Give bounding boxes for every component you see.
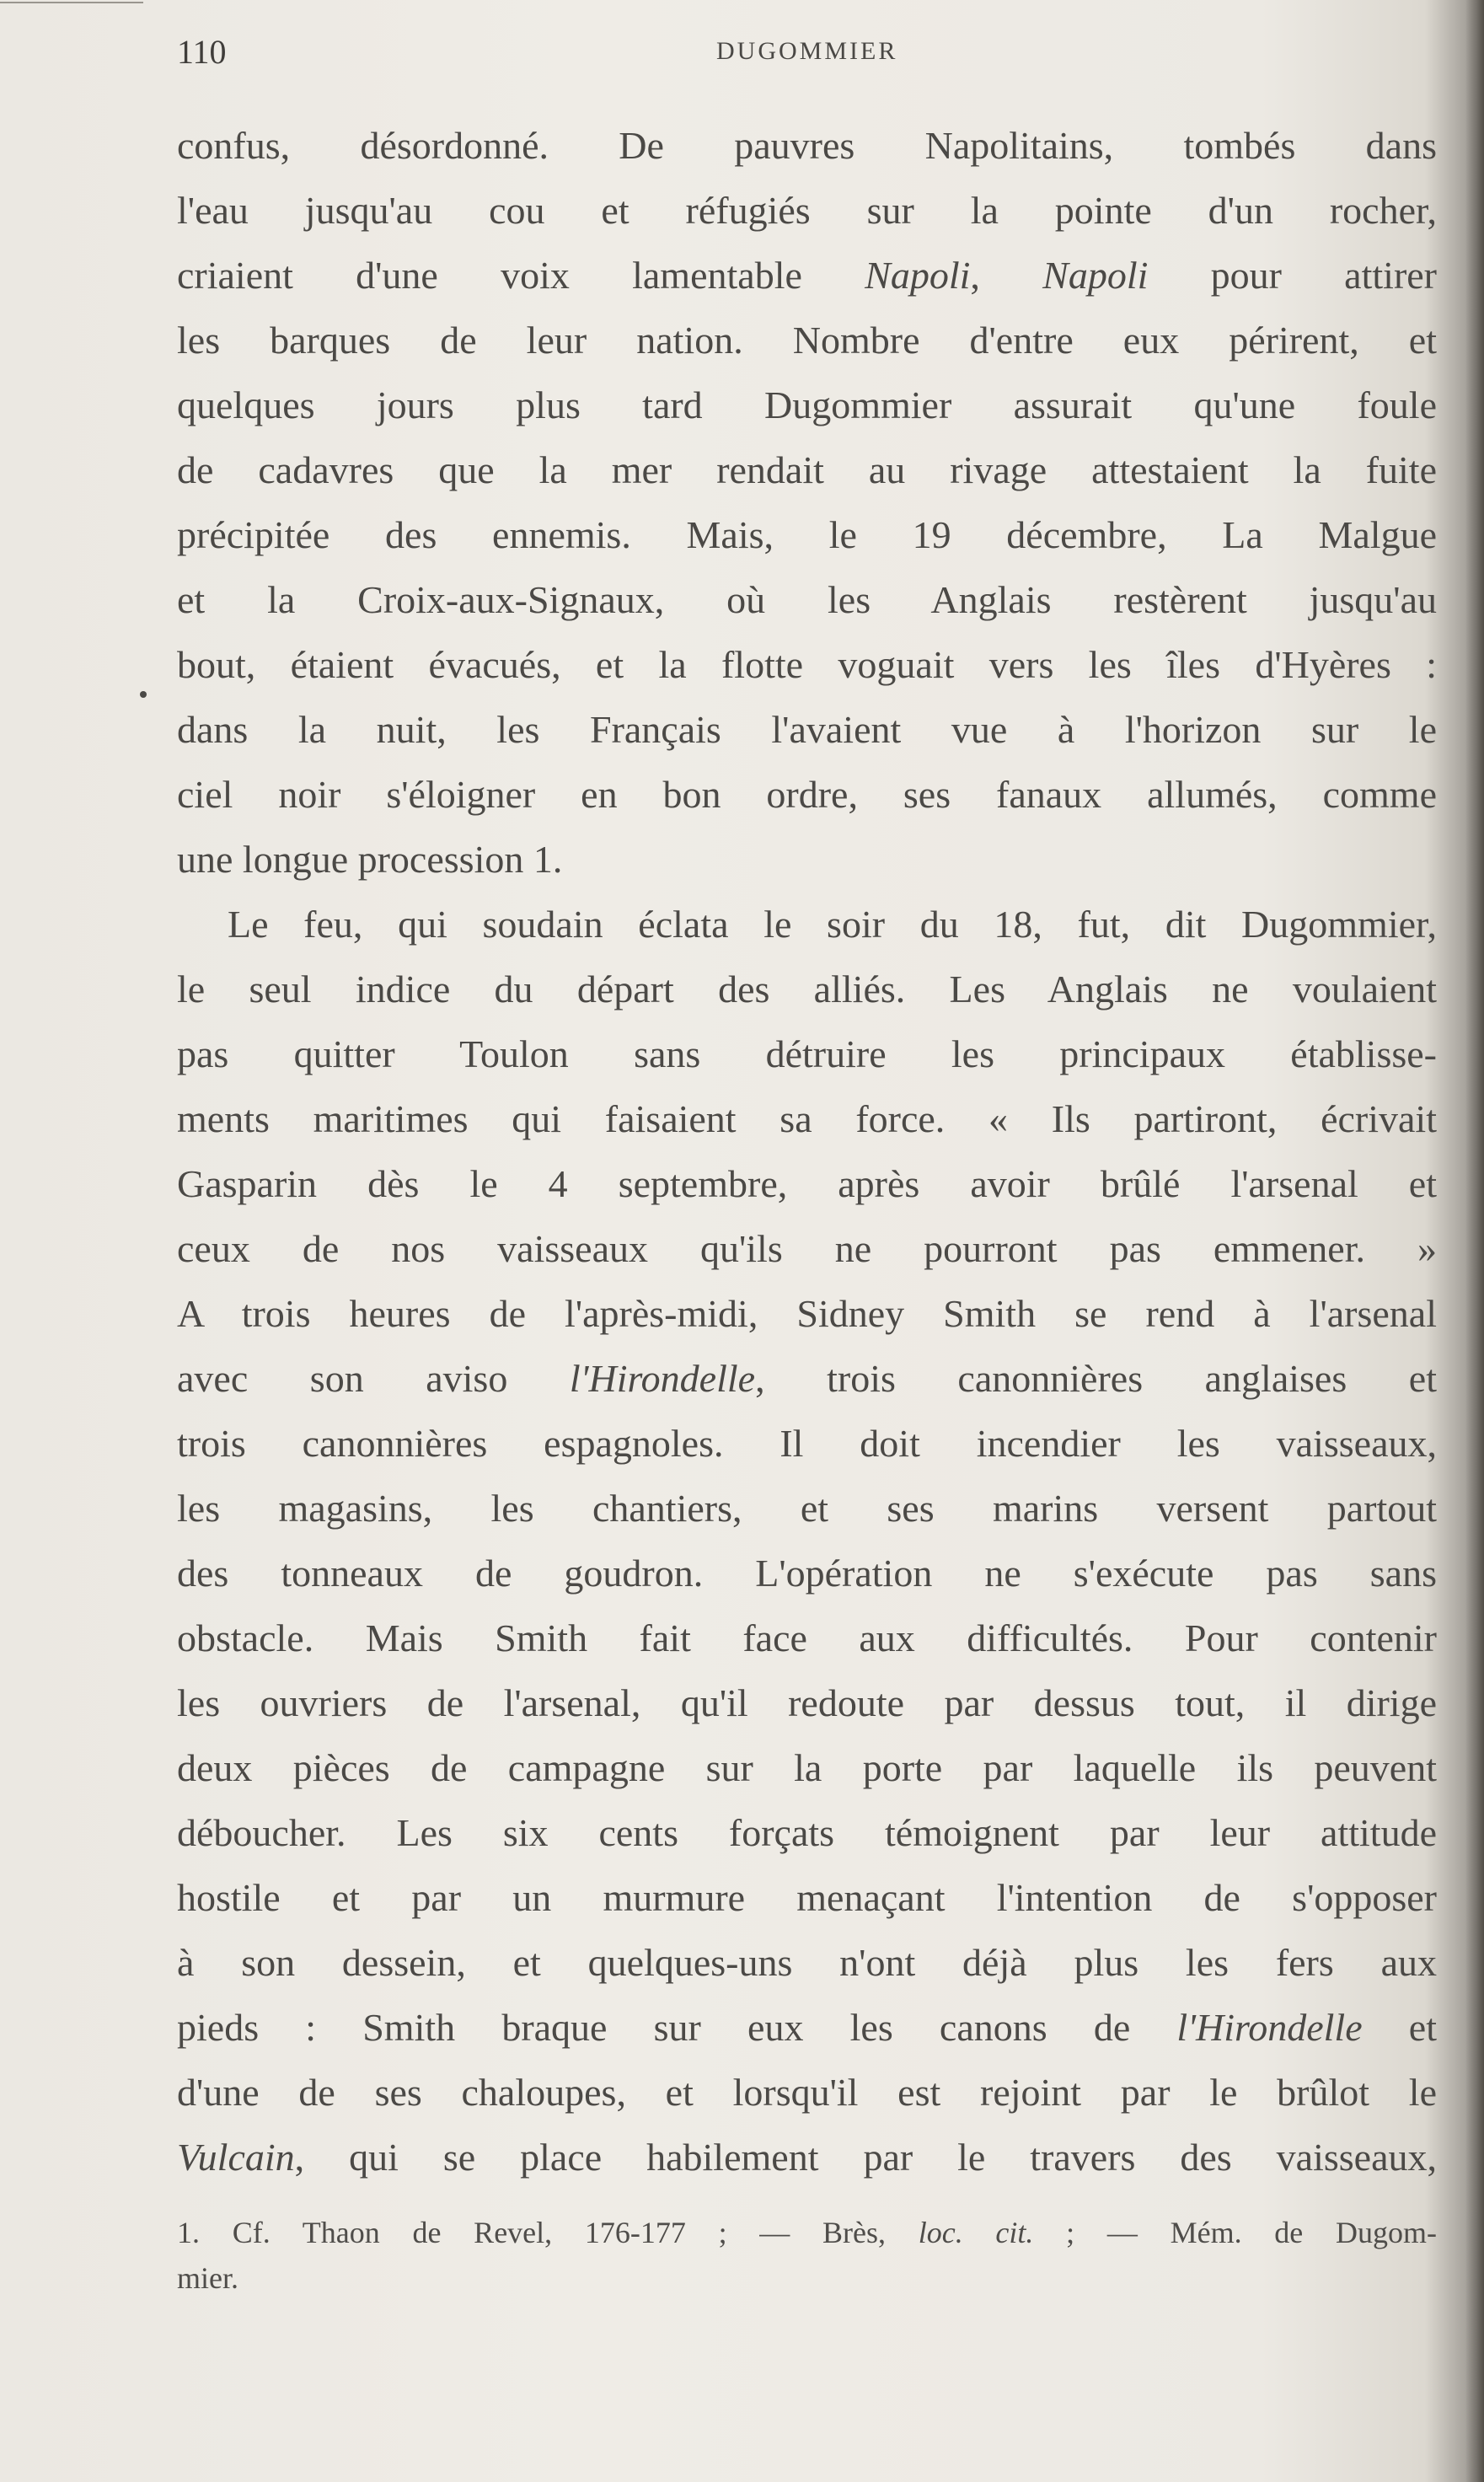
text-line: les barques de leur nation. Nombre d'entre eux périrent, et <box>177 319 1437 362</box>
text-line: obstacle. Mais Smith fait face aux difficultés. Pour contenir <box>177 1616 1437 1659</box>
page-edge-shadow <box>1465 0 1484 2482</box>
text-line: quelques jours plus tard Dugommier assurait qu'une foule <box>177 383 1437 426</box>
text-line: dans la nuit, les Français l'avaient vue à l'horizon sur le <box>177 708 1437 751</box>
footnote-line: mier. <box>177 2261 238 2295</box>
margin-mark <box>140 691 147 698</box>
text-line: avec son aviso l'Hirondelle, trois canonnières anglaises et <box>177 1357 1437 1400</box>
text-line: l'eau jusqu'au cou et réfugiés sur la pointe d'un rocher, <box>177 189 1437 232</box>
text-line: trois canonnières espagnoles. Il doit incendier les vaisseaux, <box>177 1422 1437 1465</box>
italic-term: Vulcain <box>177 2136 295 2179</box>
text-line: et la Croix-aux-Signaux, où les Anglais restèrent jusqu'au <box>177 578 1437 621</box>
text-line: de cadavres que la mer rendait au rivage attestaient la fuite <box>177 448 1437 491</box>
body-text <box>177 113 1437 2190</box>
text-line: les magasins, les chantiers, et ses marins versent partout <box>177 1487 1437 1530</box>
footnotes <box>177 2210 1437 2301</box>
page-number: 110 <box>177 33 227 71</box>
text-line: ciel noir s'éloigner en bon ordre, ses fanaux allumés, comme <box>177 773 1437 816</box>
text-line: A trois heures de l'après-midi, Sidney Smith se rend à l'arsenal <box>177 1292 1437 1335</box>
italic-term: l'Hirondelle <box>1176 2006 1363 2049</box>
text-line: le seul indice du départ des alliés. Les Anglais ne voulaient <box>177 968 1437 1010</box>
text-line: pas quitter Toulon sans détruire les principaux établisse- <box>177 1032 1437 1075</box>
italic-term: Napoli <box>1042 254 1149 297</box>
text-line: ments maritimes qui faisaient sa force. « Ils partiront, écrivait <box>177 1097 1437 1140</box>
page-header <box>177 32 1433 83</box>
text-line: Le feu, qui soudain éclata le soir du 18, fut, dit Dugommier, <box>228 903 1437 946</box>
text-line: Vulcain, qui se place habilement par le travers des vaisseaux, <box>177 2136 1437 2179</box>
text-line: Gasparin dès le 4 septembre, après avoir brûlé l'arsenal et <box>177 1162 1437 1205</box>
text-line: une longue procession 1. <box>177 838 563 881</box>
text-line: à son dessein, et quelques-uns n'ont déjà plus les fers aux <box>177 1941 1437 1984</box>
italic-term: loc. cit. <box>918 2216 1034 2249</box>
running-title: DUGOMMIER <box>716 37 898 65</box>
text-line: hostile et par un murmure menaçant l'intention de s'opposer <box>177 1876 1437 1919</box>
top-rule <box>0 2 143 3</box>
text-line: criaient d'une voix lamentable Napoli, Napoli pour attirer <box>177 254 1437 297</box>
text-line: d'une de ses chaloupes, et lorsqu'il est rejoint par le brûlot le <box>177 2071 1437 2114</box>
text-line: les ouvriers de l'arsenal, qu'il redoute par dessus tout, il dirige <box>177 1681 1437 1724</box>
text-line: deux pièces de campagne sur la porte par laquelle ils peuvent <box>177 1746 1437 1789</box>
italic-term: Napoli <box>865 254 971 297</box>
text-line: pieds : Smith braque sur eux les canons de l'Hirondelle et <box>177 2006 1437 2049</box>
italic-term: l'Hirondelle <box>569 1357 756 1400</box>
text-line: déboucher. Les six cents forçats témoignent par leur attitude <box>177 1811 1437 1854</box>
text-line: précipitée des ennemis. Mais, le 19 décembre, La Malgue <box>177 513 1437 556</box>
text-line: bout, étaient évacués, et la flotte voguait vers les îles d'Hyères : <box>177 643 1437 686</box>
text-line: ceux de nos vaisseaux qu'ils ne pourront pas emmener. » <box>177 1227 1437 1270</box>
footnote-line: 1. Cf. Thaon de Revel, 176-177 ; — Brès, loc. cit. ; — Mém. de Dugom- <box>177 2216 1437 2249</box>
text-line: des tonneaux de goudron. L'opération ne s'exécute pas sans <box>177 1552 1437 1595</box>
text-line: confus, désordonné. De pauvres Napolitains, tombés dans <box>177 124 1437 167</box>
